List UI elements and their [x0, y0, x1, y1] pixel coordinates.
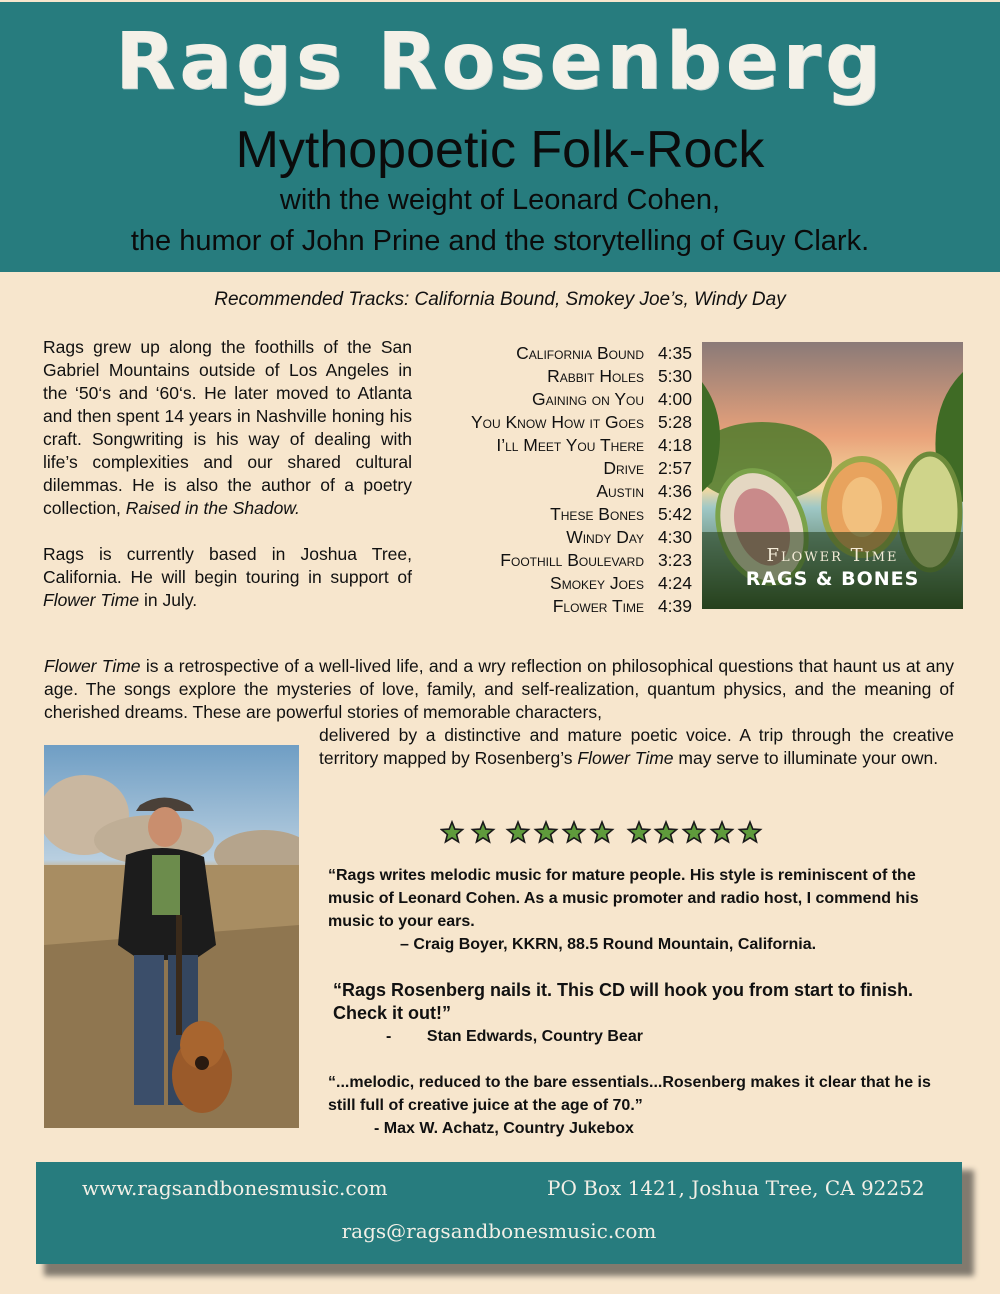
- track-row: [420, 434, 692, 457]
- track-duration: 4:18: [657, 435, 692, 455]
- track-name: You Know How it Goes: [470, 412, 644, 432]
- track-row: [420, 480, 692, 503]
- track-name: Smokey Joes: [550, 573, 644, 593]
- description-text-bottom-b: may serve to illuminate your own.: [673, 748, 939, 768]
- track-duration: 2:57: [657, 458, 692, 478]
- track-row: [420, 411, 692, 434]
- track-list: [420, 342, 692, 618]
- description-text-bottom-a: delivered by a distinctive and mature poetic voice. A trip through the creative territory mapped by Rosenberg’s: [319, 725, 954, 768]
- track-duration: 4:30: [657, 527, 692, 547]
- track-duration: 5:30: [657, 366, 692, 386]
- track-name: Drive: [603, 458, 644, 478]
- track-row: [420, 365, 692, 388]
- recommended-tracks: Recommended Tracks: California Bound, Smokey Joe’s, Windy Day: [214, 289, 786, 310]
- track-row: [420, 342, 692, 365]
- tagline-line-2: the humor of John Prine and the storytelling of Guy Clark.: [130, 225, 870, 257]
- star-icon: [442, 822, 463, 842]
- track-row: [420, 595, 692, 618]
- track-name: Foothill Boulevard: [500, 550, 644, 570]
- quote-1-attribution: – Craig Boyer, KKRN, 88.5 Round Mountain, California.: [400, 936, 817, 953]
- album-description-bottom: [319, 724, 954, 770]
- bio-paragraph-2: [43, 543, 412, 612]
- cover-band-name: RAGS & BONES: [745, 568, 920, 590]
- star-icon: [740, 822, 761, 842]
- track-name: California Bound: [516, 343, 644, 363]
- track-duration: 5:42: [657, 504, 692, 524]
- track-name: Austin: [596, 481, 644, 501]
- website-link[interactable]: www.ragsandbonesmusic.com: [82, 1176, 388, 1200]
- album-title: Flower Time: [43, 590, 140, 610]
- star-icon: [473, 822, 494, 842]
- track-name: Gaining on You: [531, 389, 644, 409]
- artist-bio: [43, 336, 412, 612]
- description-album-title: Flower Time: [44, 656, 141, 676]
- track-duration: 4:36: [657, 481, 692, 501]
- mailing-address: PO Box 1421, Joshua Tree, CA 92252: [547, 1176, 925, 1200]
- artist-photo: [44, 745, 299, 1128]
- footer-banner: [36, 1162, 962, 1264]
- press-quotes: [328, 864, 948, 1140]
- track-duration: 4:39: [657, 596, 692, 616]
- quote-2-attribution: - Stan Edwards, Country Bear: [386, 1028, 643, 1045]
- track-duration: 4:24: [657, 573, 692, 593]
- track-duration: 4:00: [657, 389, 692, 409]
- quote-3-attribution: - Max W. Achatz, Country Jukebox: [374, 1120, 634, 1137]
- header-banner: [0, 2, 1000, 272]
- track-row: [420, 457, 692, 480]
- track-name: Flower Time: [552, 596, 644, 616]
- quote-2-text: “Rags Rosenberg nails it. This CD will hook you from start to finish. Check it out!”: [333, 980, 914, 1023]
- star-icon: [656, 822, 677, 842]
- track-name: Windy Day: [566, 527, 644, 547]
- track-row: [420, 572, 692, 595]
- star-icon: [684, 822, 705, 842]
- track-name: These Bones: [550, 504, 644, 524]
- track-duration: 4:35: [657, 343, 692, 363]
- star-icon: [592, 822, 613, 842]
- track-row: [420, 526, 692, 549]
- cover-album-title: Flower Time: [766, 545, 899, 566]
- star-icon: [564, 822, 585, 842]
- bio-text-2b: in July.: [139, 590, 198, 610]
- tagline-line-1: with the weight of Leonard Cohen,: [279, 184, 721, 216]
- genre-heading: Mythopoetic Folk-Rock: [235, 121, 765, 179]
- track-duration: 3:23: [657, 550, 692, 570]
- star-icon: [536, 822, 557, 842]
- track-row: [420, 503, 692, 526]
- star-icon: [508, 822, 529, 842]
- star-icon: [629, 822, 650, 842]
- track-row: [420, 388, 692, 411]
- track-row: [420, 549, 692, 572]
- quote-3-text: “...melodic, reduced to the bare essentials...Rosenberg makes it clear that he is still full of creative juice at the age of 70.”: [328, 1074, 931, 1114]
- bio-paragraph-1: [43, 336, 412, 520]
- track-name: Rabbit Holes: [547, 366, 644, 386]
- description-album-title-2: Flower Time: [577, 748, 674, 768]
- book-title: Raised in the Shadow.: [125, 498, 300, 518]
- rating-stars: [440, 817, 770, 847]
- track-name: I’ll Meet You There: [496, 435, 644, 455]
- description-text-top: is a retrospective of a well-lived life, and a wry reflection on philosophical questions that haunt us at any age. The songs explore the mysteries of love, family, and self-realization, quantum physics, and the meaning of cherished dreams. These are powerful stories of memorable characters,: [44, 656, 954, 722]
- quote-1-text: “Rags writes melodic music for mature people. His style is reminiscent of the music of Leonard Cohen. As a music promoter and radio host, I commend his music to your ears.: [328, 867, 919, 930]
- email-link[interactable]: rags@ragsandbonesmusic.com: [341, 1219, 657, 1243]
- artist-name: Rags Rosenberg: [115, 17, 885, 107]
- artist-photo-image: [44, 745, 299, 1128]
- bio-text-2a: Rags is currently based in Joshua Tree, California. He will begin touring in support of: [43, 544, 412, 587]
- bio-text-1: Rags grew up along the foothills of the San Gabriel Mountains outside of Los Angeles in the ‘50‘s and ‘60‘s. He later moved to Atlanta and then spent 14 years in Nashville honing his craft. Songwriting is his way of dealing with life’s complexities and our shared cultural dilemmas. He is also the author of a poetry collection,: [43, 337, 412, 518]
- track-duration: 5:28: [657, 412, 692, 432]
- album-cover: [702, 342, 963, 609]
- album-description-top: [44, 655, 954, 724]
- star-icon: [712, 822, 733, 842]
